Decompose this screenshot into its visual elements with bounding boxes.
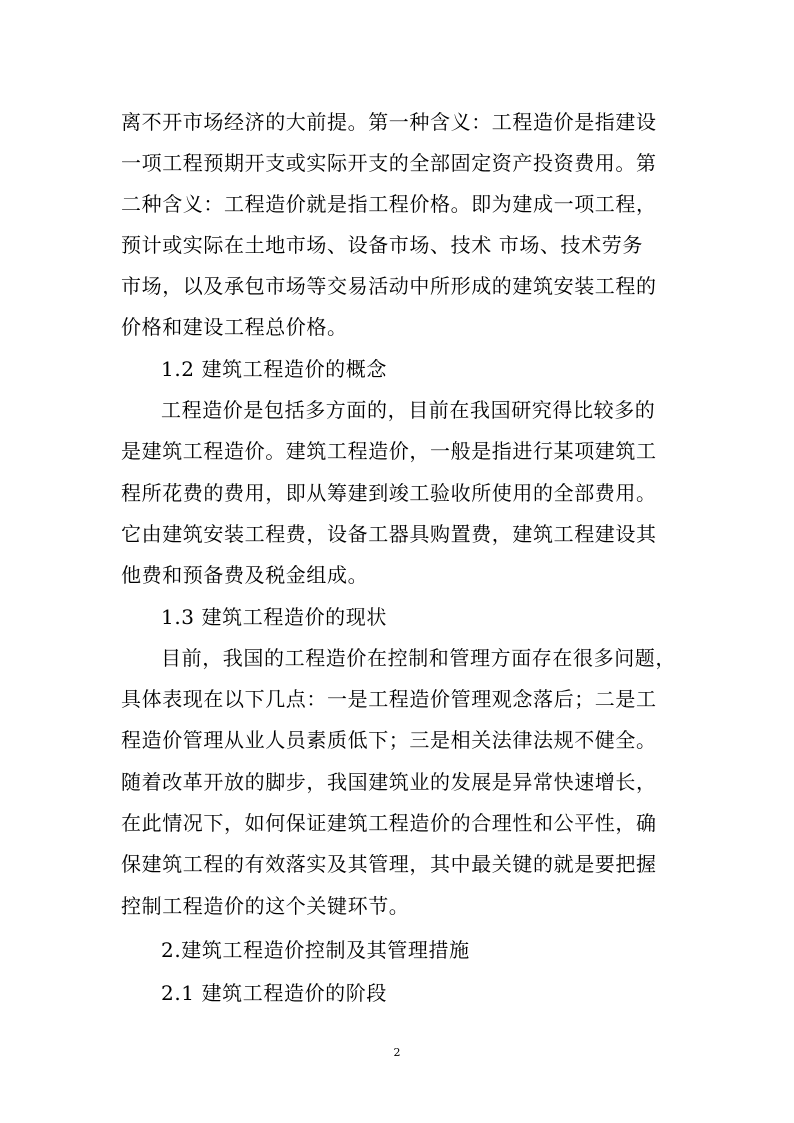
- body-text-line: 控制工程造价的这个关键环节。: [121, 894, 410, 918]
- body-text-line: 在此情况下，如何保证建筑工程造价的合理性和公平性，确: [121, 811, 657, 835]
- body-text-line: 工程造价是包括多方面的，目前在我国研究得比较多的: [161, 398, 656, 422]
- body-text-line: 目前，我国的工程造价在控制和管理方面存在很多问题，: [161, 646, 676, 670]
- section-heading-1-2: 1.2 建筑工程造价的概念: [161, 357, 387, 381]
- body-text-line: 他费和预备费及税金组成。: [121, 563, 369, 587]
- body-text-line: 市场，以及承包市场等交易活动中所形成的建筑安装工程的: [121, 274, 657, 298]
- body-text-line: 一项工程预期开支或实际开支的全部固定资产投资费用。第: [121, 151, 657, 175]
- section-heading-2-1: 2.1 建筑工程造价的阶段: [161, 981, 387, 1005]
- body-text-line: 是建筑工程造价。建筑工程造价，一般是指进行某项建筑工: [121, 439, 657, 463]
- body-text-line: 它由建筑安装工程费，设备工器具购置费，建筑工程建设其: [121, 522, 657, 546]
- section-heading-1-3: 1.3 建筑工程造价的现状: [161, 605, 387, 629]
- body-text-line: 二种含义：工程造价就是指工程价格。即为建成一项工程，: [121, 192, 657, 216]
- body-text-line: 程造价管理从业人员素质低下；三是相关法律法规不健全。: [121, 728, 657, 752]
- section-heading-2: 2.建筑工程造价控制及其管理措施: [161, 938, 470, 962]
- page-number: 2: [393, 1046, 401, 1059]
- body-text-line: 离不开市场经济的大前提。第一种含义：工程造价是指建设: [121, 110, 657, 134]
- body-text-line: 保建筑工程的有效落实及其管理，其中最关键的就是要把握: [121, 852, 657, 876]
- body-text-line: 随着改革开放的脚步，我国建筑业的发展是异常快速增长，: [121, 770, 657, 794]
- body-text-line: 预计或实际在土地市场、设备市场、技术 市场、技术劳务: [121, 233, 643, 257]
- body-text-line: 程所花费的费用，即从筹建到竣工验收所使用的全部费用。: [121, 481, 657, 505]
- body-text-line: 价格和建设工程总价格。: [121, 315, 348, 339]
- body-text-line: 具体表现在以下几点：一是工程造价管理观念落后；二是工: [121, 687, 657, 711]
